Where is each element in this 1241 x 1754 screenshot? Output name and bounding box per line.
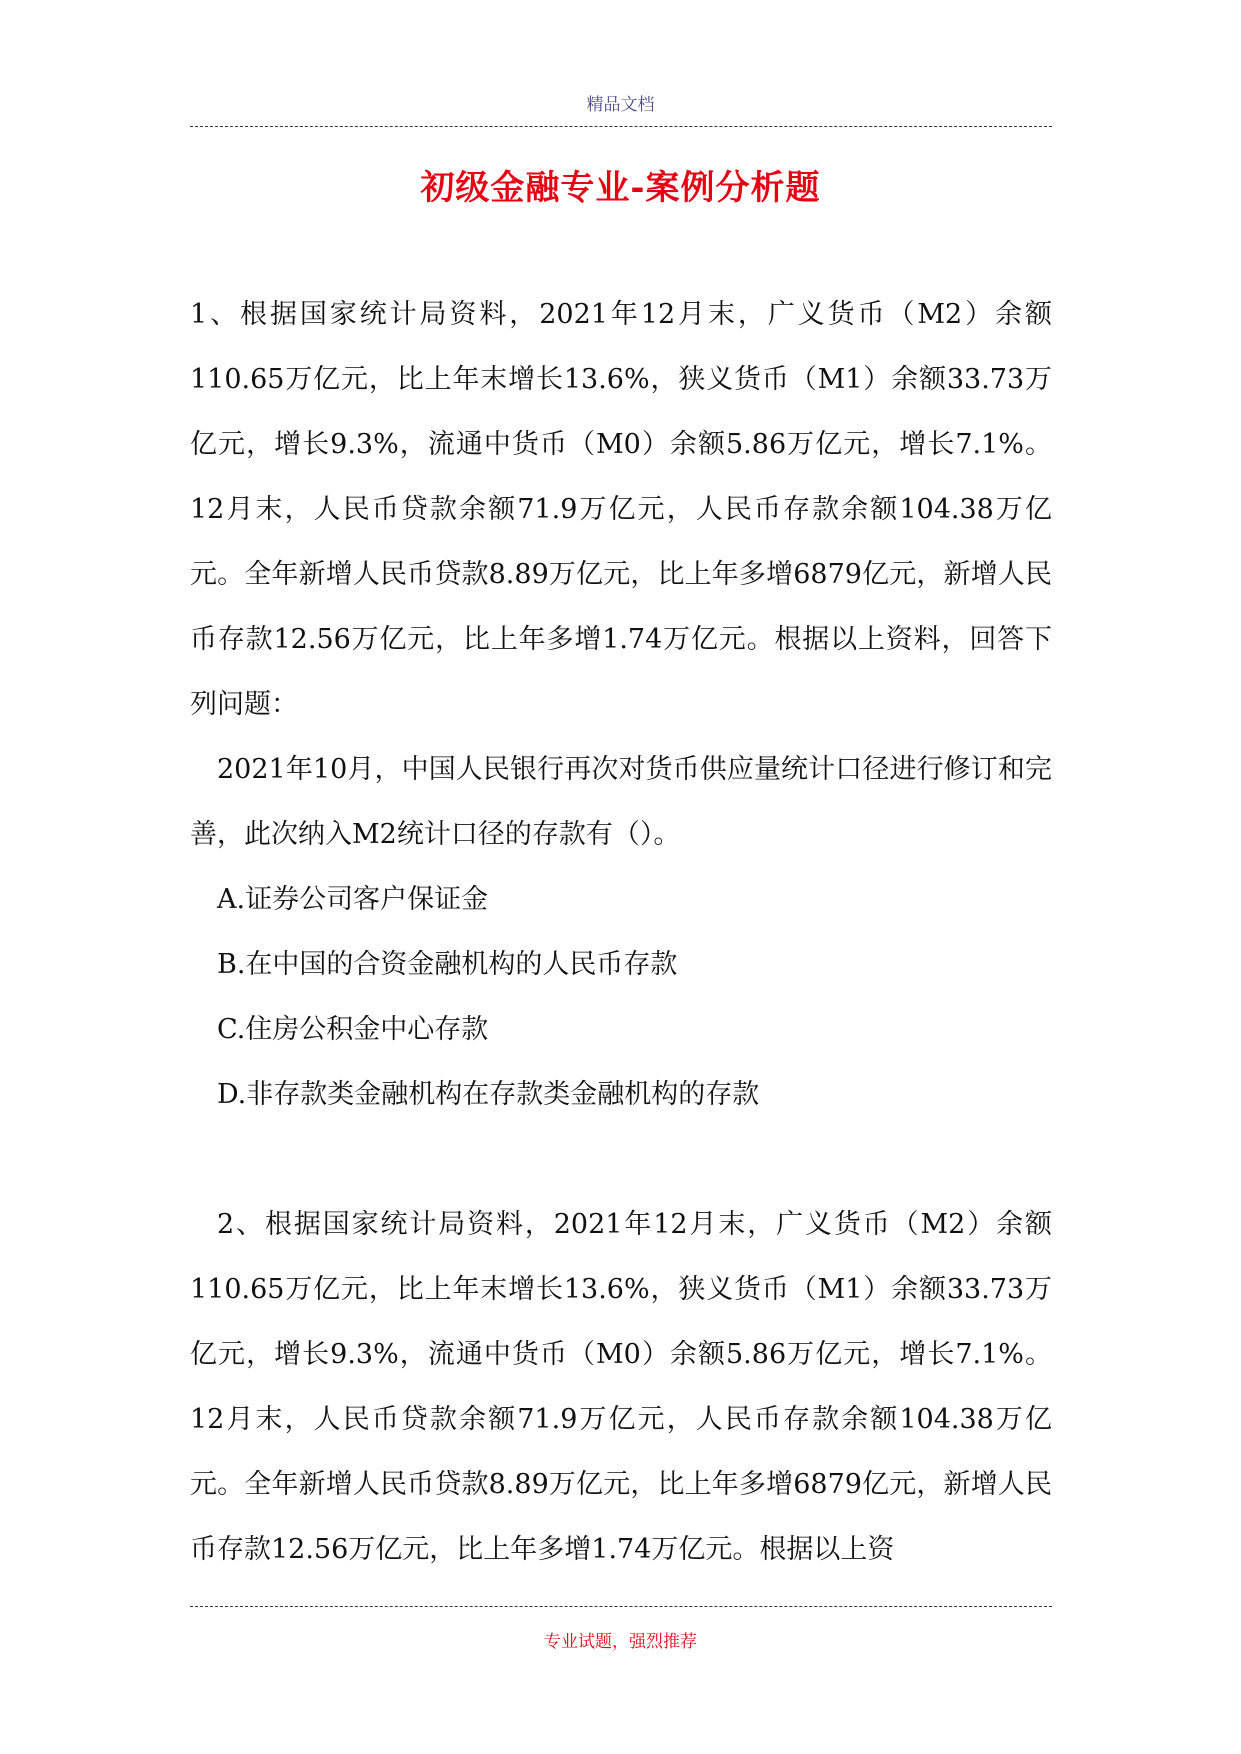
section-gap [190,1127,1052,1192]
option-a: A.证券公司客户保证金 [217,884,489,915]
question-2-stem: 2、根据国家统计局资料，2021年12月末，广义货币（M2）余额110.65万亿元，比上年末增长13.6%，狭义货币（M1）余额33.73万亿元，增长9.3%，流通中货币（M0）余额5.86万亿元，增长7.1%。12月末，人民币贷款余额71.9万亿元，人民币存款余额104.38万亿元。全年新增人民币贷款8.89万亿元，比上年多增6879亿元，新增人民币存款12.56万亿元，比上年多增1.74万亿元。根据以上资 [190,1209,1052,1565]
footer-divider [190,1606,1052,1607]
document-body [190,282,1052,1582]
option-c: C.住房公积金中心存款 [217,1014,489,1045]
page-header: 精品文档 [586,95,655,115]
option-b: B.在中国的合资金融机构的人民币存款 [217,949,678,980]
document-title: 初级金融专业-案例分析题 [420,168,821,208]
option-d: D.非存款类金融机构在存款类金融机构的存款 [217,1079,760,1110]
header-divider [190,126,1052,127]
question-1-stem: 1、根据国家统计局资料，2021年12月末，广义货币（M2）余额110.65万亿元，比上年末增长13.6%，狭义货币（M1）余额33.73万亿元，增长9.3%，流通中货币（M0）余额5.86万亿元，增长7.1%。12月末，人民币贷款余额71.9万亿元，人民币存款余额104.38万亿元。全年新增人民币贷款8.89万亿元，比上年多增6879亿元，新增人民币存款12.56万亿元，比上年多增1.74万亿元。根据以上资料，回答下列问题： [190,299,1052,720]
page-footer: 专业试题，强烈推荐 [544,1632,697,1652]
question-1-text: 2021年10月，中国人民银行再次对货币供应量统计口径进行修订和完善，此次纳入M2统计口径的存款有（）。 [190,754,1052,850]
